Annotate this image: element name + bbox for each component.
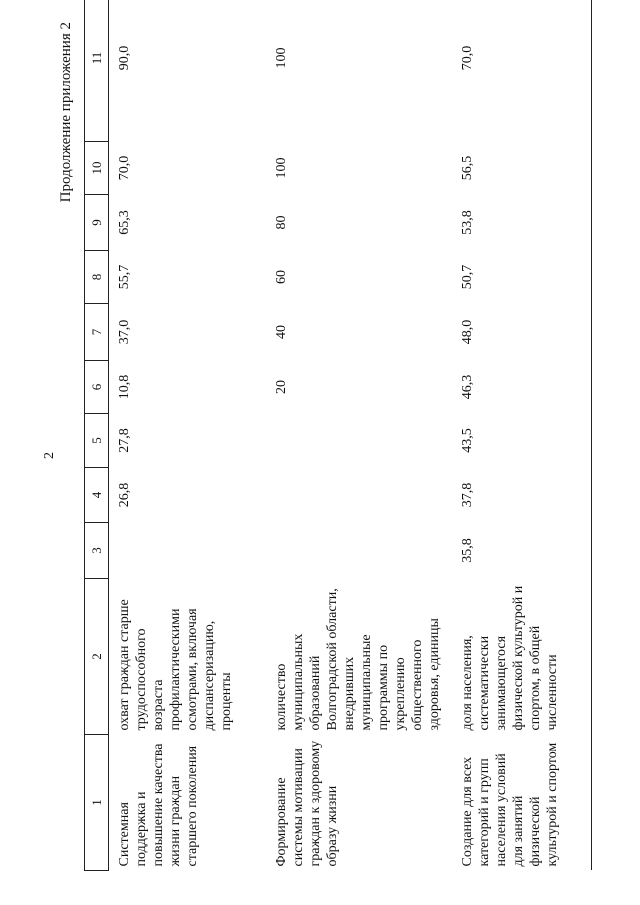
column-header: 9 [85,195,109,251]
row-value: 46,3 [452,361,592,414]
program-indicators-table [84,0,592,871]
row-value: 26,8 [117,482,132,508]
column-header: 1 [85,735,109,871]
row-value [109,523,266,579]
row-value: 56,5 [452,142,592,195]
row-value: 80 [273,215,289,230]
row-value: 35,8 [452,523,592,579]
row-value: 27,8 [117,428,132,453]
row-value: 50,7 [452,251,592,304]
table-row [266,0,452,871]
column-header: 8 [85,251,109,304]
column-header: 6 [85,361,109,414]
table-row [109,0,266,871]
row-indicator: охват граждан старше трудоспособного возраста профилактическими осмотрами, включая диспансеризацию, проценты [117,599,234,731]
row-name: Системная поддержка и повышение качества жизни граждан старшего поколения [117,743,200,867]
row-value [266,414,452,468]
appendix-continuation-note: Продолжение приложения 2 [58,22,74,203]
column-header: 7 [85,304,109,361]
column-header: 3 [85,523,109,579]
column-header: 5 [85,414,109,468]
row-value: 60 [273,270,289,284]
row-value: 90,0 [117,45,132,71]
row-value: 70,0 [452,0,592,142]
row-value: 43,5 [452,414,592,468]
page-number: 2 [42,452,57,459]
row-value: 48,0 [452,304,592,361]
column-number-header-row [85,0,109,871]
row-value: 20 [273,380,289,394]
row-value: 37,0 [117,319,132,345]
row-indicator: доля населения, систематически занимающегося физической культурой и спортом, в общей численности [452,579,592,735]
row-name: Создание для всех категорий и групп населения условий для занятий физической культурой и спортом [452,735,592,871]
column-header: 11 [85,0,109,142]
row-value: 100 [273,47,289,69]
row-value: 53,8 [452,195,592,251]
row-value: 100 [273,157,289,179]
row-value: 70,0 [117,155,132,181]
row-value [266,468,452,523]
row-value: 40 [273,325,289,339]
column-header: 4 [85,468,109,523]
row-value: 10,8 [117,374,132,400]
column-header: 10 [85,142,109,195]
row-name: Формирование системы мотивации граждан к здоровому образу жизни [273,740,340,867]
table-row [452,0,592,871]
row-value: 37,8 [452,468,592,523]
row-value: 65,3 [117,210,132,235]
row-value [266,523,452,579]
column-header: 2 [85,579,109,735]
row-indicator: количество муниципальных образований Волгоградской области, внедривших муниципальные программы по укреплению общественного здоровья, единицы [273,588,442,731]
row-value: 55,7 [117,264,132,290]
